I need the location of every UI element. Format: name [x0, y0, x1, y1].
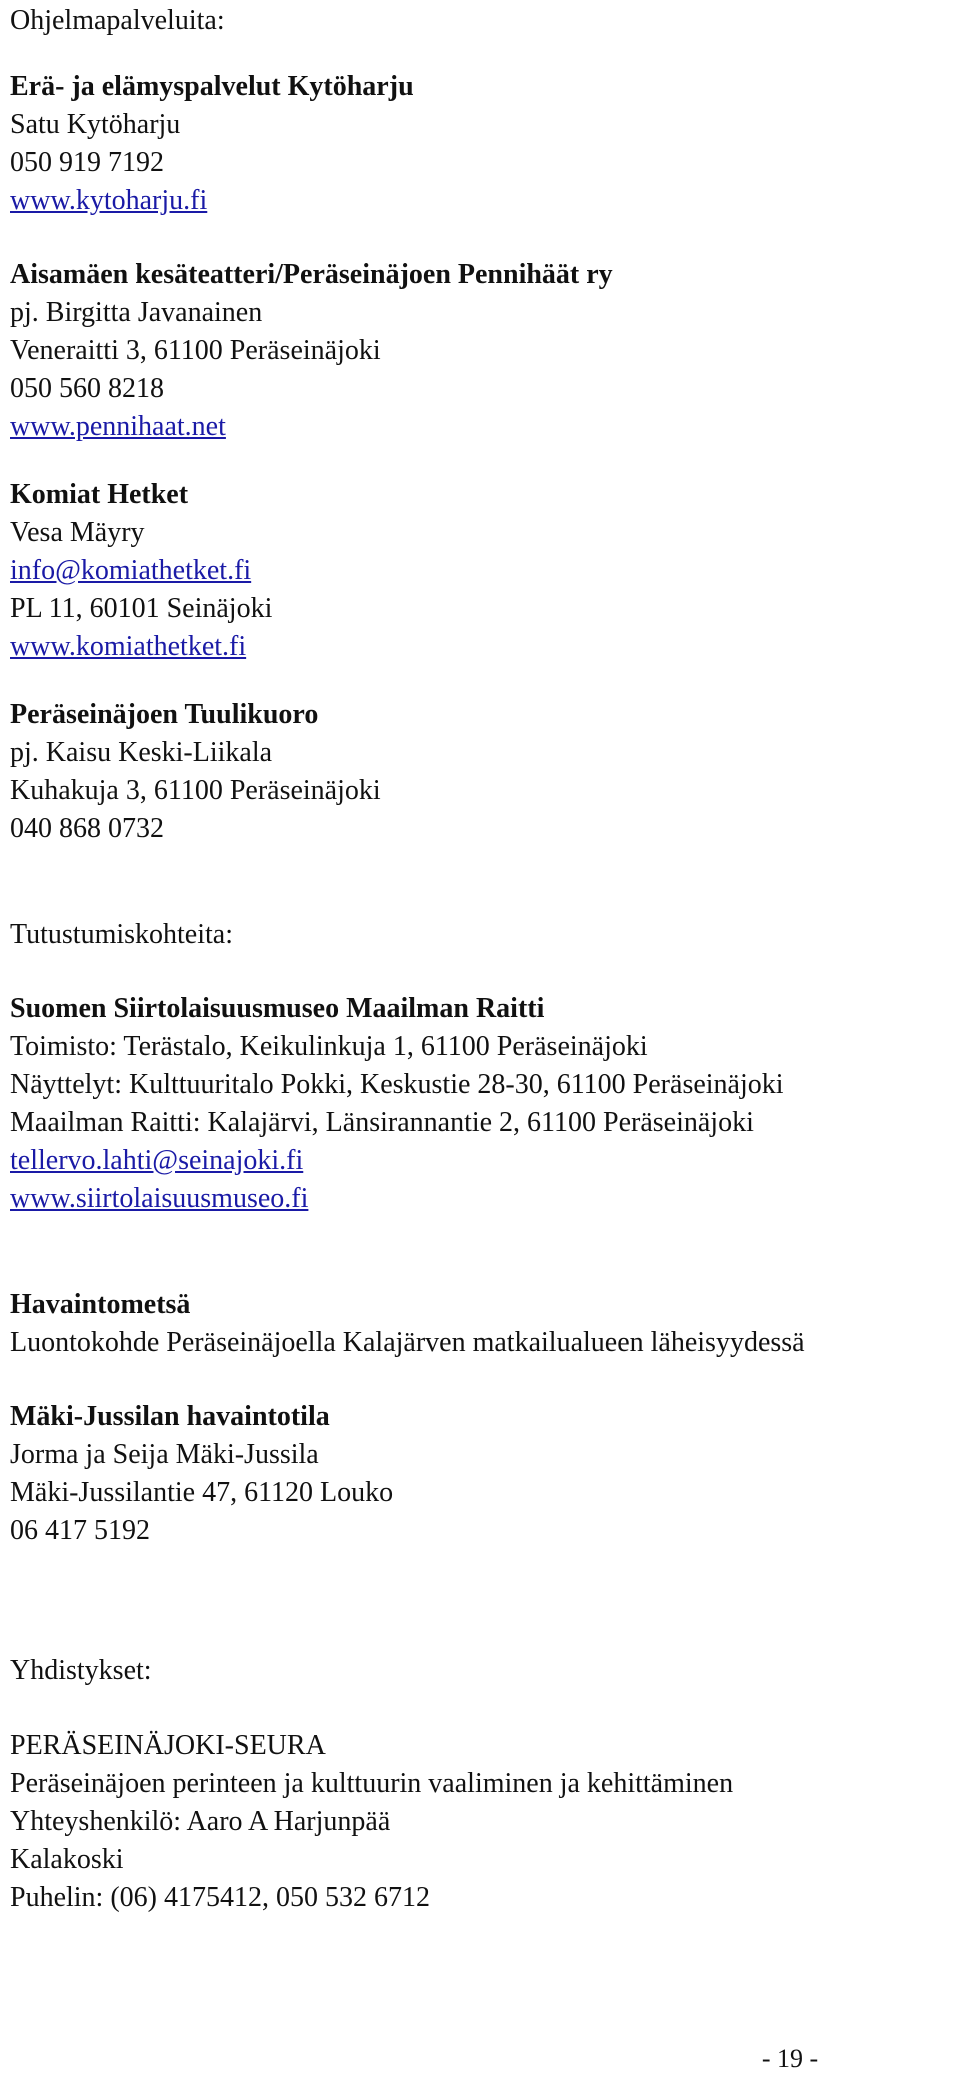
location: Kalakoski: [10, 1844, 124, 1875]
contact-person: Satu Kytöharju: [10, 109, 181, 140]
phone: 050 919 7192: [10, 147, 164, 178]
contact-person: Vesa Mäyry: [10, 517, 145, 548]
phone: 040 868 0732: [10, 813, 164, 844]
phone: Puhelin: (06) 4175412, 050 532 6712: [10, 1882, 430, 1913]
entry-peraseinajoki-seura: [10, 1727, 733, 1917]
website-link[interactable]: www.komiathetket.fi: [10, 631, 247, 662]
address-office: Toimisto: Terästalo, Keikulinkuja 1, 61100 Peräseinäjoki: [10, 1031, 648, 1062]
entry-maki-jussila: [10, 1398, 393, 1550]
website-link[interactable]: www.siirtolaisuusmuseo.fi: [10, 1183, 309, 1214]
entry-name: Havaintometsä: [10, 1289, 191, 1320]
entry-name: PERÄSEINÄJOKI-SEURA: [10, 1730, 326, 1761]
phone: 050 560 8218: [10, 373, 164, 404]
entry-siirtolaisuusmuseo: [10, 990, 784, 1218]
contact-person: Jorma ja Seija Mäki-Jussila: [10, 1439, 319, 1470]
address-exhibitions: Näyttelyt: Kulttuuritalo Pokki, Keskustie 28-30, 61100 Peräseinäjoki: [10, 1069, 784, 1100]
section-heading-ohjelmapalveluita: Ohjelmapalveluita:: [10, 5, 225, 36]
address: Kuhakuja 3, 61100 Peräseinäjoki: [10, 775, 381, 806]
section-heading-tutustumiskohteita: Tutustumiskohteita:: [10, 919, 234, 950]
section-heading-yhdistykset: Yhdistykset:: [10, 1655, 152, 1686]
entry-name: Suomen Siirtolaisuusmuseo Maailman Raitti: [10, 993, 545, 1024]
entry-tuulikuoro: [10, 696, 381, 848]
entry-name: Komiat Hetket: [10, 479, 189, 510]
contact-person: Yhteyshenkilö: Aaro A Harjunpää: [10, 1806, 391, 1837]
entry-name: Mäki-Jussilan havaintotila: [10, 1401, 330, 1432]
description: Luontokohde Peräseinäjoella Kalajärven matkailualueen läheisyydessä: [10, 1327, 805, 1358]
email-link[interactable]: info@komiathetket.fi: [10, 555, 252, 586]
contact-person: pj. Kaisu Keski-Liikala: [10, 737, 273, 768]
entry-komiat-hetket: [10, 476, 272, 666]
entry-havaintometsa: [10, 1286, 805, 1362]
address-maailman-raitti: Maailman Raitti: Kalajärvi, Länsirannantie 2, 61100 Peräseinäjoki: [10, 1107, 754, 1138]
phone: 06 417 5192: [10, 1515, 150, 1546]
contact-person: pj. Birgitta Javanainen: [10, 297, 263, 328]
website-link[interactable]: www.kytoharju.fi: [10, 185, 208, 216]
entry-aisamaen-kesateatteri: [10, 256, 613, 446]
description: Peräseinäjoen perinteen ja kulttuurin vaaliminen ja kehittäminen: [10, 1768, 734, 1799]
entry-kytoharju: [10, 68, 414, 220]
address: PL 11, 60101 Seinäjoki: [10, 593, 273, 624]
website-link[interactable]: www.pennihaat.net: [10, 411, 226, 442]
address: Mäki-Jussilantie 47, 61120 Louko: [10, 1477, 394, 1508]
entry-name: Erä- ja elämyspalvelut Kytöharju: [10, 71, 414, 102]
entry-name: Aisamäen kesäteatteri/Peräseinäjoen Pennihäät ry: [10, 259, 613, 290]
email-link[interactable]: tellervo.lahti@seinajoki.fi: [10, 1145, 304, 1176]
entry-name: Peräseinäjoen Tuulikuoro: [10, 699, 319, 730]
page-number: - 19 -: [761, 2044, 819, 2073]
address: Veneraitti 3, 61100 Peräseinäjoki: [10, 335, 381, 366]
